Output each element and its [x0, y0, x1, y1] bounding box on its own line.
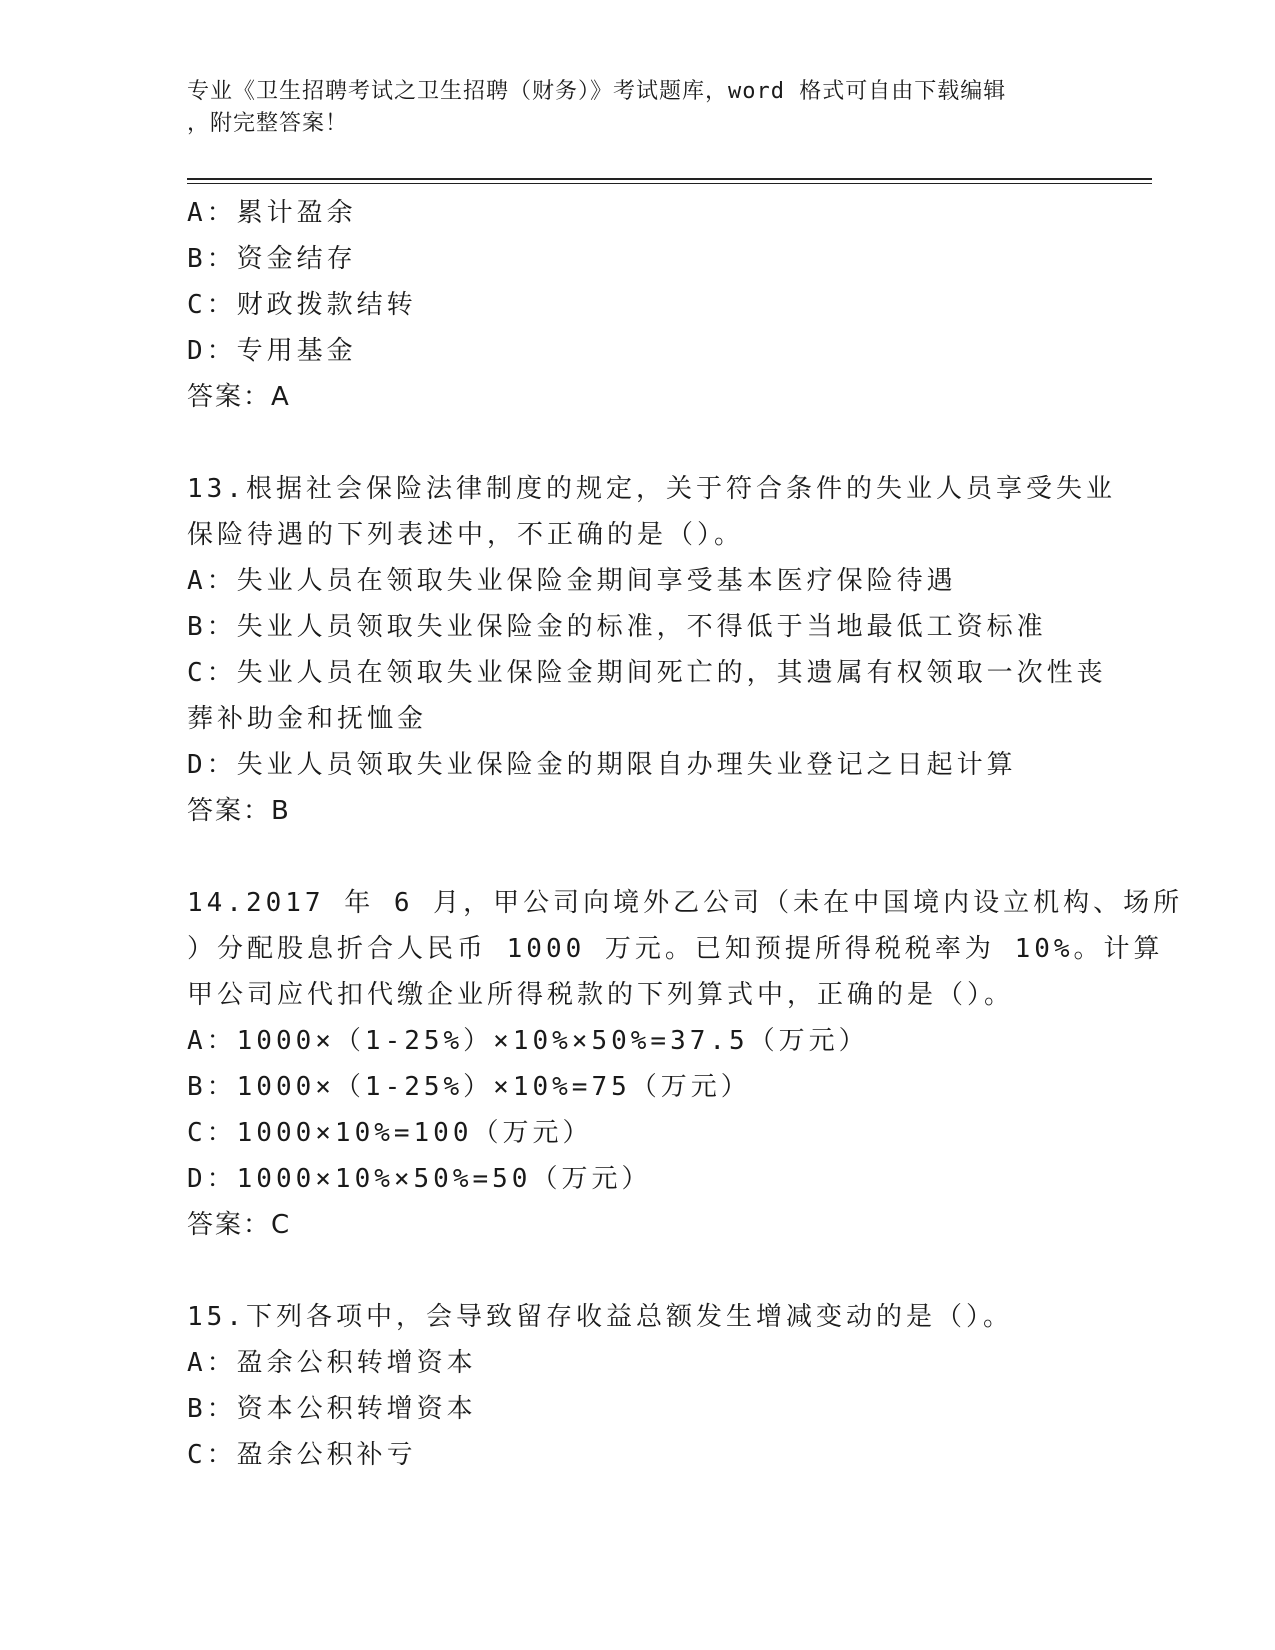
q12-option-a: A：累计盈余 [187, 198, 357, 228]
header-rule-thin [187, 183, 1152, 184]
question-12 [187, 190, 1087, 420]
document-header [187, 76, 1067, 140]
header-rule-thick [187, 178, 1152, 180]
q14-stem-line-1: 14.2017 年 6 月，甲公司向境外乙公司（未在中国境内设立机构、场所 [187, 888, 1184, 918]
q14-stem-line-3: 甲公司应代扣代缴企业所得税款的下列算式中，正确的是（）。 [187, 980, 1015, 1010]
q14-option-a: A：1000×（1-25%）×10%×50%=37.5（万元） [187, 1026, 869, 1056]
q13-option-b: B：失业人员领取失业保险金的标准，不得低于当地最低工资标准 [187, 612, 1047, 642]
q13-stem-line-1: 13.根据社会保险法律制度的规定，关于符合条件的失业人员享受失业 [187, 474, 1116, 504]
question-content [187, 190, 1184, 1478]
q12-option-d: D：专用基金 [187, 336, 357, 366]
question-15 [187, 1294, 1087, 1478]
question-13 [187, 466, 1116, 834]
q12-option-b: B：资金结存 [187, 244, 357, 274]
header-line-2: ，附完整答案！ [187, 111, 349, 136]
spacer [187, 420, 1087, 466]
q14-option-d: D：1000×10%×50%=50（万元） [187, 1164, 652, 1194]
spacer [187, 1248, 1087, 1294]
q13-option-c-line-1: C：失业人员在领取失业保险金期间死亡的，其遗属有权领取一次性丧 [187, 658, 1107, 688]
q13-answer: 答案：B [187, 796, 291, 826]
q13-stem-line-2: 保险待遇的下列表述中，不正确的是（）。 [187, 520, 745, 550]
q14-option-b: B：1000×（1-25%）×10%=75（万元） [187, 1072, 751, 1102]
q13-option-d: D：失业人员领取失业保险金的期限自办理失业登记之日起计算 [187, 750, 1017, 780]
question-14 [187, 880, 1184, 1248]
spacer [187, 834, 1087, 880]
q15-option-b: B：资本公积转增资本 [187, 1394, 477, 1424]
q12-answer: 答案：A [187, 382, 291, 412]
q14-stem-line-2: ）分配股息折合人民币 1000 万元。已知预提所得税税率为 10%。计算 [187, 934, 1164, 964]
q12-option-c: C：财政拨款结转 [187, 290, 417, 320]
q13-option-c-line-2: 葬补助金和抚恤金 [187, 704, 428, 734]
q15-stem-line-1: 15.下列各项中，会导致留存收益总额发生增减变动的是（）。 [187, 1302, 1013, 1332]
q13-option-a: A：失业人员在领取失业保险金期间享受基本医疗保险待遇 [187, 566, 957, 596]
q14-answer: 答案：C [187, 1210, 292, 1240]
q14-option-c: C：1000×10%=100（万元） [187, 1118, 593, 1148]
q15-option-a: A：盈余公积转增资本 [187, 1348, 477, 1378]
q15-option-c: C：盈余公积补亏 [187, 1440, 417, 1470]
header-line-1: 专业《卫生招聘考试之卫生招聘（财务）》考试题库，word 格式可自由下载编辑 [187, 79, 1007, 104]
